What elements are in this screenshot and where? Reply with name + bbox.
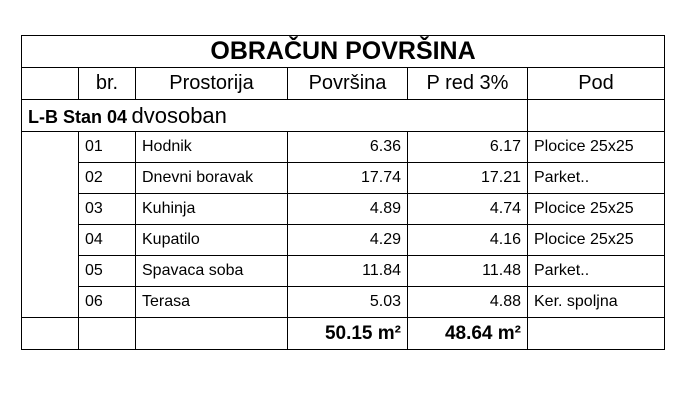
row-floor: Plocice 25x25 bbox=[528, 194, 665, 225]
table-row bbox=[22, 287, 665, 318]
row-reduced: 6.17 bbox=[408, 132, 528, 163]
row-reduced: 4.88 bbox=[408, 287, 528, 318]
table-row bbox=[22, 225, 665, 256]
row-nr: 05 bbox=[79, 256, 136, 287]
row-floor: Parket.. bbox=[528, 256, 665, 287]
row-nr: 04 bbox=[79, 225, 136, 256]
row-nr: 06 bbox=[79, 287, 136, 318]
table-row bbox=[22, 132, 665, 163]
row-reduced: 4.74 bbox=[408, 194, 528, 225]
unit-floor-blank bbox=[528, 100, 665, 132]
row-room: Spavaca soba bbox=[136, 256, 288, 287]
row-room: Kupatilo bbox=[136, 225, 288, 256]
row-blank bbox=[22, 256, 79, 287]
row-reduced: 17.21 bbox=[408, 163, 528, 194]
row-blank bbox=[22, 194, 79, 225]
row-nr: 01 bbox=[79, 132, 136, 163]
row-area: 4.89 bbox=[288, 194, 408, 225]
row-area: 5.03 bbox=[288, 287, 408, 318]
row-nr: 02 bbox=[79, 163, 136, 194]
row-area: 4.29 bbox=[288, 225, 408, 256]
unit-row bbox=[22, 100, 665, 132]
header-nr: br. bbox=[79, 68, 136, 100]
table-row bbox=[22, 194, 665, 225]
table-row bbox=[22, 163, 665, 194]
row-blank bbox=[22, 287, 79, 318]
table-title: OBRAČUN POVRŠINA bbox=[22, 36, 665, 68]
row-nr: 03 bbox=[79, 194, 136, 225]
header-reduced: P red 3% bbox=[408, 68, 528, 100]
unit-cell bbox=[22, 100, 528, 132]
row-floor: Plocice 25x25 bbox=[528, 225, 665, 256]
totals-blank-3 bbox=[136, 318, 288, 350]
row-blank bbox=[22, 225, 79, 256]
row-room: Dnevni boravak bbox=[136, 163, 288, 194]
row-floor: Plocice 25x25 bbox=[528, 132, 665, 163]
row-blank bbox=[22, 163, 79, 194]
header-floor: Pod bbox=[528, 68, 665, 100]
row-area: 6.36 bbox=[288, 132, 408, 163]
row-blank bbox=[22, 132, 79, 163]
row-room: Hodnik bbox=[136, 132, 288, 163]
table-row bbox=[22, 256, 665, 287]
title-row bbox=[22, 36, 665, 68]
totals-row bbox=[22, 318, 665, 350]
row-floor: Parket.. bbox=[528, 163, 665, 194]
header-room: Prostorija bbox=[136, 68, 288, 100]
totals-blank-4 bbox=[528, 318, 665, 350]
row-reduced: 4.16 bbox=[408, 225, 528, 256]
unit-label: L-B Stan 04 bbox=[28, 106, 128, 127]
total-area: 50.15 m² bbox=[288, 318, 408, 350]
total-reduced: 48.64 m² bbox=[408, 318, 528, 350]
row-floor: Ker. spoljna bbox=[528, 287, 665, 318]
header-area: Površina bbox=[288, 68, 408, 100]
row-room: Terasa bbox=[136, 287, 288, 318]
row-area: 11.84 bbox=[288, 256, 408, 287]
totals-blank-2 bbox=[79, 318, 136, 350]
row-area: 17.74 bbox=[288, 163, 408, 194]
row-room: Kuhinja bbox=[136, 194, 288, 225]
header-blank bbox=[22, 68, 79, 100]
unit-type: dvosoban bbox=[131, 102, 227, 128]
row-reduced: 11.48 bbox=[408, 256, 528, 287]
area-calculation-table bbox=[21, 35, 665, 350]
totals-blank-1 bbox=[22, 318, 79, 350]
header-row bbox=[22, 68, 665, 100]
